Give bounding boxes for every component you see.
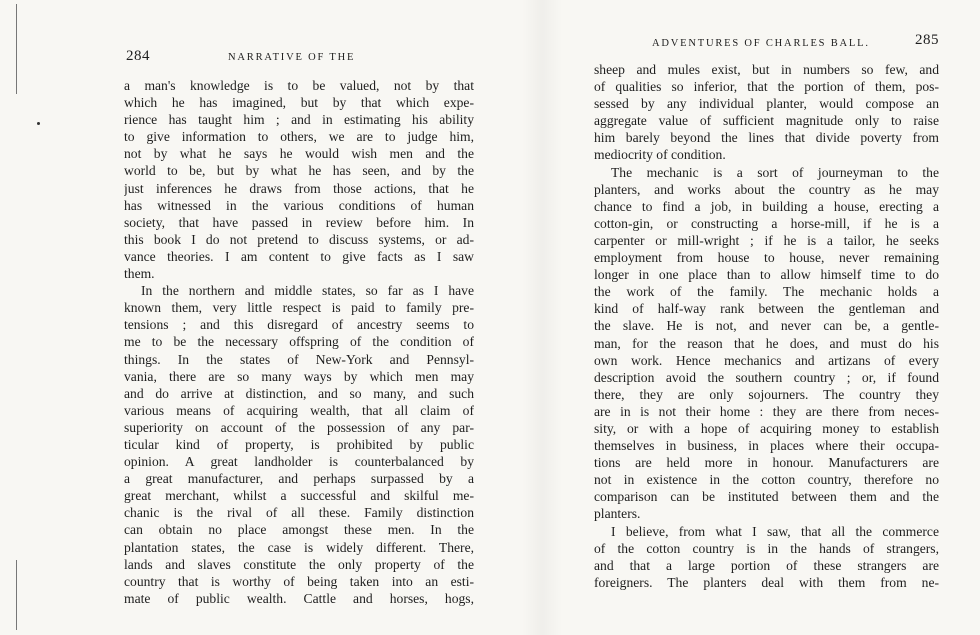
right-page bbox=[594, 0, 939, 635]
page-gutter bbox=[522, 0, 562, 635]
text-line: man, for the reason that he does, and must do his bbox=[594, 335, 939, 351]
text-line: longer in one place than to allow himself time to do bbox=[594, 267, 939, 283]
left-page bbox=[124, 0, 474, 635]
text-line: carpenter or mill-wright ; if he is a tailor, he seeks bbox=[594, 232, 939, 248]
text-line: lands and slaves constitute the only property of the bbox=[124, 556, 474, 572]
text-line: chance to find a job, in building a house, erecting a bbox=[594, 198, 939, 214]
right-body-text bbox=[594, 61, 939, 591]
left-running-head bbox=[124, 46, 474, 66]
text-line: comparison can be instituted between them and the bbox=[594, 489, 939, 505]
text-line: a man's knowledge is to be valued, not by that bbox=[124, 78, 474, 93]
text-line: a great manufacturer, and perhaps surpassed by a bbox=[124, 471, 474, 487]
text-line: not in existence in the cotton country, therefore no bbox=[594, 472, 939, 488]
text-line: to give information to others, we are to judge him, bbox=[124, 129, 474, 145]
text-line: tensions ; and this disregard of ancestry seems to bbox=[124, 317, 474, 333]
text-line: planters. bbox=[594, 506, 641, 522]
text-line: has witnessed in the various conditions of human bbox=[124, 197, 474, 213]
text-line: and do arrive at distinction, and so many, and such bbox=[124, 385, 474, 401]
text-line: sheep and mules exist, but in numbers so few, and bbox=[594, 62, 939, 77]
text-line: cotton-gin, or constructing a horse-mill, if he is a bbox=[594, 215, 939, 231]
text-line: chanic is the rival of all these. Family distinction bbox=[124, 505, 474, 521]
text-line: sessed by any individual planter, would compose an bbox=[594, 96, 939, 112]
text-line: tions are held more in honour. Manufacturers are bbox=[594, 455, 939, 471]
text-line: him barely beyond the lines that divide poverty from bbox=[594, 130, 939, 146]
text-line: rience has taught him ; and in estimating his ability bbox=[124, 112, 474, 128]
text-line: of qualities so inferior, that the portion of them, pos- bbox=[594, 79, 939, 95]
text-line: kind of half-way rank between the gentleman and bbox=[594, 301, 939, 317]
text-line: aggregate value of sufficient magnitude only to raise bbox=[594, 113, 939, 129]
text-line: are in is not their home : they are there from neces- bbox=[594, 403, 939, 419]
text-line: known them, very little respect is paid to family pre- bbox=[124, 300, 474, 316]
text-line: can obtain no place amongst these men. In the bbox=[124, 522, 474, 538]
text-line: this book I do not pretend to discuss systems, or ad- bbox=[124, 231, 474, 247]
text-line: plantation states, the case is widely different. There, bbox=[124, 539, 474, 555]
right-running-head bbox=[594, 32, 939, 52]
text-line: foreigners. The planters deal with them from ne- bbox=[594, 574, 939, 590]
text-line: superiority on account of the possession of any par- bbox=[124, 419, 474, 435]
text-line: which he has imagined, but by that which expe- bbox=[124, 95, 474, 111]
text-line: things. In the states of New-York and Pennsyl- bbox=[124, 351, 474, 367]
text-line: of the cotton country is in the hands of strangers, bbox=[594, 540, 939, 556]
scan-margin-mark bbox=[16, 4, 17, 94]
text-line: description avoid the southern country ; or, if found bbox=[594, 369, 939, 385]
text-line: The mechanic is a sort of journeyman to the bbox=[611, 164, 939, 180]
text-line: mediocrity of condition. bbox=[594, 147, 726, 163]
text-line: In the northern and middle states, so far as I have bbox=[141, 283, 474, 299]
text-line: mate of public wealth. Cattle and horses, hogs, bbox=[124, 590, 474, 606]
text-line: employment from house to house, never remaining bbox=[594, 250, 939, 266]
text-line: planters, and works about the country as he may bbox=[594, 181, 939, 197]
text-line: and that a large portion of these strangers are bbox=[594, 557, 939, 573]
text-line: the work of the family. The mechanic holds a bbox=[594, 284, 939, 300]
text-line: just inferences he draws from those actions, that he bbox=[124, 180, 474, 196]
text-line: ticular kind of property, is prohibited by public bbox=[124, 436, 474, 452]
text-line: society, that have passed in review before him. In bbox=[124, 214, 474, 230]
text-line: opinion. A great landholder is counterbalanced by bbox=[124, 454, 474, 470]
text-line: world to be, but by what he has seen, and by the bbox=[124, 163, 474, 179]
text-line: I believe, from what I saw, that all the commerce bbox=[611, 523, 939, 539]
text-line: them. bbox=[124, 266, 155, 282]
right-running-title: ADVENTURES OF CHARLES BALL. bbox=[652, 38, 870, 49]
text-line: the slave. He is not, and never can be, a gentle- bbox=[594, 318, 939, 334]
text-line: own work. Hence mechanics and artizans of every bbox=[594, 352, 939, 368]
text-line: me to be the necessary offspring of the condition of bbox=[124, 334, 474, 350]
text-line: themselves in business, in places where their occupa- bbox=[594, 438, 939, 454]
text-line: vania, there are so many ways by which men may bbox=[124, 368, 474, 384]
text-line: there, they are only sojourners. The country they bbox=[594, 386, 939, 402]
left-body-text bbox=[124, 77, 474, 607]
text-line: various means of acquiring wealth, that all claim of bbox=[124, 402, 474, 418]
left-running-title: NARRATIVE OF THE bbox=[228, 52, 356, 63]
scan-margin-mark bbox=[16, 560, 17, 630]
text-line: not by what he says he would wish men and the bbox=[124, 146, 474, 162]
text-line: country that is worthy of being taken into an esti- bbox=[124, 573, 474, 589]
text-line: great merchant, whilst a successful and skilful me- bbox=[124, 488, 474, 504]
left-page-number: 284 bbox=[126, 48, 150, 64]
text-line: sity, or with a hope of acquiring money to establish bbox=[594, 420, 939, 436]
right-page-number: 285 bbox=[915, 32, 939, 48]
text-line: vance theories. I am content to give facts as I saw bbox=[124, 248, 474, 264]
scan-speck bbox=[37, 122, 40, 125]
